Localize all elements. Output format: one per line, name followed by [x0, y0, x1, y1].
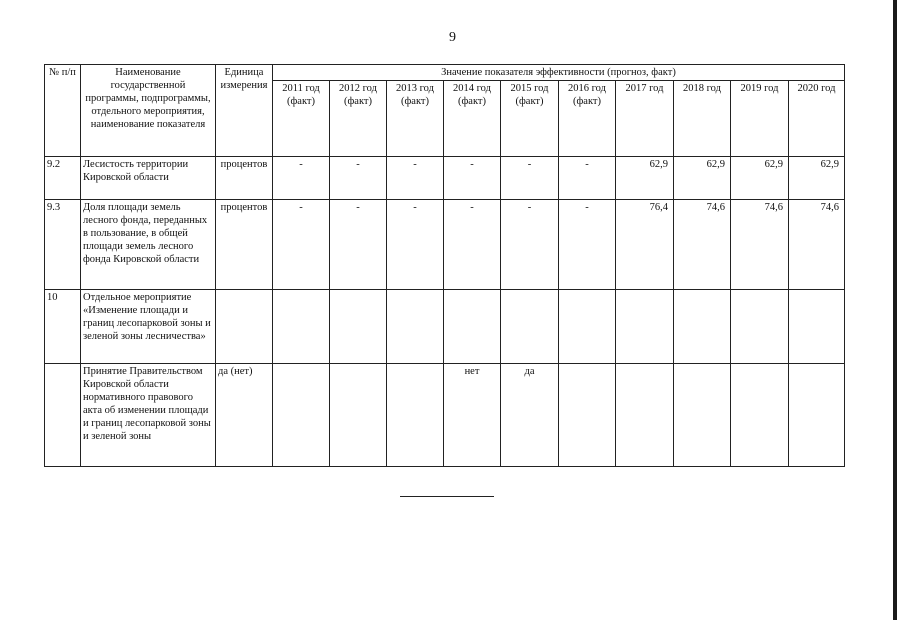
- row-name: Отдельное мероприятие «Изменение площади и границ лесопарковой зоны и зеленой зоны лесничества»: [81, 290, 216, 364]
- header-num: № п/п: [45, 65, 81, 157]
- row-value: 74,6: [789, 200, 845, 290]
- row-value: 62,9: [674, 157, 731, 200]
- row-value: [330, 364, 387, 467]
- table-row: [45, 157, 845, 200]
- row-value: [444, 290, 501, 364]
- header-year: 2015 год (факт): [501, 81, 559, 157]
- header-year: 2019 год: [731, 81, 789, 157]
- row-num: [45, 364, 81, 467]
- header-year: 2012 год (факт): [330, 81, 387, 157]
- row-value: [387, 364, 444, 467]
- row-value: [501, 290, 559, 364]
- header-year: 2016 год (факт): [559, 81, 616, 157]
- end-of-document-line: [400, 496, 494, 497]
- row-value: [616, 290, 674, 364]
- row-value: 76,4: [616, 200, 674, 290]
- table-row: [45, 364, 845, 467]
- header-year: 2018 год: [674, 81, 731, 157]
- row-value: [330, 290, 387, 364]
- row-value: -: [273, 200, 330, 290]
- header-year: 2011 год (факт): [273, 81, 330, 157]
- row-value: -: [501, 200, 559, 290]
- row-value: 62,9: [731, 157, 789, 200]
- row-name: Лесистость территории Кировской области: [81, 157, 216, 200]
- row-value: [789, 290, 845, 364]
- row-value: 62,9: [789, 157, 845, 200]
- row-value: -: [444, 157, 501, 200]
- row-value: [731, 290, 789, 364]
- row-value: -: [559, 200, 616, 290]
- row-value: [616, 364, 674, 467]
- row-unit: процентов: [216, 157, 273, 200]
- header-row: [45, 65, 845, 81]
- row-value: [559, 290, 616, 364]
- row-value: [789, 364, 845, 467]
- row-num: 10: [45, 290, 81, 364]
- row-value: [674, 290, 731, 364]
- scan-edge-bar: [893, 0, 897, 620]
- header-year: 2013 год (факт): [387, 81, 444, 157]
- row-unit: да (нет): [216, 364, 273, 467]
- row-value: да: [501, 364, 559, 467]
- header-year: 2017 год: [616, 81, 674, 157]
- header-year: 2014 год (факт): [444, 81, 501, 157]
- row-value: -: [273, 157, 330, 200]
- row-value: -: [330, 200, 387, 290]
- header-unit: Единица измерения: [216, 65, 273, 157]
- row-value: -: [330, 157, 387, 200]
- row-value: [387, 290, 444, 364]
- row-value: -: [387, 200, 444, 290]
- table-row: [45, 290, 845, 364]
- row-value: [273, 364, 330, 467]
- row-value: 74,6: [674, 200, 731, 290]
- row-value: -: [559, 157, 616, 200]
- row-name: Доля площади земель лесного фонда, переданных в пользование, в общей площади земель лесного фонда Кировской области: [81, 200, 216, 290]
- row-value: -: [387, 157, 444, 200]
- row-value: [273, 290, 330, 364]
- row-value: 62,9: [616, 157, 674, 200]
- indicator-table: [44, 64, 845, 467]
- header-year: 2020 год: [789, 81, 845, 157]
- header-group: Значение показателя эффективности (прогноз, факт): [273, 65, 845, 81]
- row-value: [731, 364, 789, 467]
- row-value: -: [501, 157, 559, 200]
- header-name: Наименование государственной программы, подпрограммы, отдельного мероприятия, наименование показателя: [81, 65, 216, 157]
- table-row: [45, 200, 845, 290]
- row-name: Принятие Правительством Кировской области нормативного правового акта об изменении площади и границ лесопарковой зоны и зеленой зоны: [81, 364, 216, 467]
- row-unit: [216, 290, 273, 364]
- page-number: 9: [449, 30, 456, 45]
- row-value: -: [444, 200, 501, 290]
- row-unit: процентов: [216, 200, 273, 290]
- row-value: [559, 364, 616, 467]
- row-num: 9.3: [45, 200, 81, 290]
- row-value: [674, 364, 731, 467]
- row-value: нет: [444, 364, 501, 467]
- row-value: 74,6: [731, 200, 789, 290]
- row-num: 9.2: [45, 157, 81, 200]
